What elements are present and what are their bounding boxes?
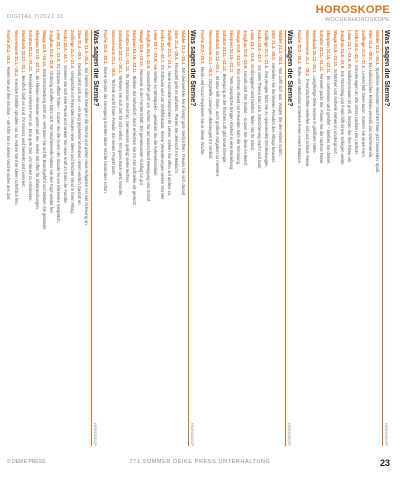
horoscope-text: Ruhe und Meditation schenken Ihnen innere Balance. — [297, 66, 303, 165]
horoscope-text: Struktur hilft Ihnen, auch größere Aufgaben zu meistern. — [214, 75, 220, 178]
horoscope-text: Harmonie in der Partnerschaft. Ein gemeinsamer Ausflug tut gut. — [138, 68, 144, 186]
horoscope-entry — [304, 30, 310, 446]
horoscope-entry — [181, 30, 187, 446]
footer-title: 771 SOMMER DEIKE PRESS UNTERHALTUNG — [129, 459, 271, 465]
horoscope-entry — [174, 30, 180, 446]
horoscope-text: Mut zahlt sich aus. Wagen Sie den ersten Schritt. — [278, 67, 284, 157]
horoscope-entry — [368, 30, 374, 446]
horoscope-text: Kreative Einfälle sprudeln nur so. Halten Sie Ihre Ideen schriftlich fest. — [13, 78, 19, 206]
horoscope-text: Ordnung schaffen lohnt sich: Am Wochenende haben Sie den Kopf wieder frei. — [49, 71, 55, 214]
horoscope-text: Eine Entscheidung steht an. Vertrauen Sie auf Ihr Bauchgefühl und bleiben Sie gelassen. — [41, 68, 47, 231]
section-subtitle: WOCHENHOROSKOPE — [324, 17, 390, 23]
horoscope-entry — [167, 30, 173, 446]
horoscope-entry — [124, 30, 130, 446]
column-heading: Was sagen die Sterne? — [92, 30, 99, 107]
zodiac-sign: Widder 21.3.–20.4. — [278, 30, 284, 66]
zodiac-sign: Zwillinge 21.5.–21.6. — [70, 30, 76, 70]
zodiac-sign: Steinbock 22.12.–20.1. — [311, 30, 317, 74]
horoscope-entry — [297, 30, 302, 446]
column-heading: Was sagen die Sterne? — [383, 30, 390, 107]
horoscope-entry — [332, 30, 338, 446]
zodiac-sign: Wassermann 21.1.–19.2. — [304, 30, 310, 77]
zodiac-sign: Krebs 22.6.–22.7. — [354, 30, 360, 64]
horoscope-text: Bleiben Sie beharrlich, dann erreichen Sie Ihr Ziel schneller als gedacht. — [131, 75, 137, 207]
zodiac-sign: Wassermann 21.1.–19.2. — [207, 30, 213, 77]
horoscope-text: Großzügigkeit wird belohnt. Teilen Sie Ihr Glück. — [250, 64, 256, 152]
horoscope-text: Ein kleines Abenteuer wartet auf Sie. Seien Sie offen für Überraschungen. — [34, 75, 40, 210]
horoscope-entry — [70, 30, 76, 446]
column-tag: HOROSKOP — [384, 422, 389, 446]
column-tag: HOROSKOP — [190, 422, 195, 446]
horoscope-entry — [257, 30, 263, 446]
horoscope-text: Ein schöner Abend mit Freunden hebt die Stimmung. — [235, 68, 241, 165]
zodiac-sign: Stier 21.4.–20.5. — [368, 30, 374, 61]
horoscope-text: Sie starten voller Energie in die Woche und gehen neue Aufgaben mit viel Schwung an. — [84, 67, 90, 226]
horoscope-entry — [27, 30, 33, 446]
horoscope-entry — [131, 30, 137, 446]
zodiac-sign: Skorpion 24.10.–22.11. — [131, 30, 137, 74]
zodiac-sign: Krebs 22.6.–22.7. — [160, 30, 166, 64]
zodiac-sign: Stier 21.4.–20.5. — [174, 30, 180, 61]
horoscope-entry — [311, 30, 317, 446]
zodiac-sign: Krebs 22.6.–22.7. — [257, 30, 263, 64]
copyright: © DEIKE PRESS — [7, 459, 46, 465]
horoscope-text: Schönheit und Ästhetik stehen im Vordergrund. — [332, 68, 338, 155]
horoscope-entry — [250, 30, 256, 446]
horoscope-column — [6, 26, 99, 450]
horoscope-text: Ihre Neugier führt Sie zu spannenden Entdeckungen. — [264, 71, 270, 168]
horoscope-entry — [6, 30, 11, 446]
zodiac-sign: Steinbock 22.12.–20.1. — [214, 30, 220, 74]
horoscope-text: Technik macht Ihnen Freude. Ein neues Projekt lockt. — [110, 78, 116, 176]
zodiac-sign: Jungfrau 24.8.–23.9. — [49, 30, 55, 70]
horoscope-column — [297, 26, 390, 450]
zodiac-sign: Skorpion 24.10.–22.11. — [325, 30, 331, 74]
zodiac-sign: Schütze 23.11.–21.12. — [318, 30, 324, 72]
zodiac-sign: Widder 21.3.–20.4. — [84, 30, 90, 66]
horoscope-text: Fernweh packt Sie. Planen Sie die nächste Reise. — [318, 73, 324, 165]
horoscope-text: Nehmen Sie sich Zeit für sich selbst. Ein gutes Buch wirkt Wunder. — [117, 75, 123, 197]
zodiac-sign: Löwe 23.7.–23.8. — [347, 30, 353, 63]
zodiac-sign: Widder 21.3.–20.4. — [375, 30, 381, 66]
horoscope-entry — [221, 30, 227, 446]
zodiac-sign: Waage 24.9.–23.10. — [138, 30, 144, 67]
issue-label: DIGITAL 7/2021 31 — [7, 14, 64, 20]
horoscope-entry — [41, 30, 47, 446]
zodiac-sign: Skorpion 24.10.–22.11. — [228, 30, 234, 74]
zodiac-sign: Schütze 23.11.–21.12. — [124, 30, 130, 72]
horoscope-entry — [361, 30, 367, 446]
horoscope-entry — [160, 30, 166, 446]
horoscope-entry — [278, 30, 284, 446]
horoscope-columns — [6, 26, 390, 450]
horoscope-text: Musik und Kunst inspirieren Sie in dieser Woche. — [200, 66, 206, 156]
column-header — [286, 30, 293, 446]
horoscope-text: Ihr Charme öffnet Türen – nutzen Sie die Gunst der Stunde für ein klärendes Gespräch. — [56, 64, 62, 223]
horoscope-entry — [325, 30, 331, 446]
zodiac-sign: Wassermann 21.1.–19.2. — [110, 30, 116, 77]
horoscope-entry — [243, 30, 249, 446]
zodiac-sign: Wassermann 21.1.–19.2. — [13, 30, 19, 77]
page-header — [316, 4, 390, 23]
zodiac-sign: Löwe 23.7.–23.8. — [153, 30, 159, 63]
horoscope-entry — [271, 30, 277, 446]
horoscope-entry — [103, 30, 108, 446]
zodiac-sign: Krebs 22.6.–22.7. — [63, 30, 69, 64]
zodiac-sign: Jungfrau 24.8.–23.9. — [243, 30, 249, 70]
horoscope-entry — [34, 30, 40, 446]
horoscope-text: Details sind Ihre Stärke – nutzen Sie diese im Beruf. — [243, 71, 249, 166]
zodiac-sign: Löwe 23.7.–23.8. — [250, 30, 256, 63]
zodiac-sign: Fische 20.2.–20.3. — [6, 30, 12, 65]
zodiac-sign: Schütze 23.11.–21.12. — [27, 30, 33, 72]
horoscope-entry — [153, 30, 159, 446]
horoscope-text: Bewegung an der frischen Luft gibt neue Energie. — [221, 73, 227, 164]
horoscope-entry — [49, 30, 55, 446]
horoscope-entry — [214, 30, 220, 446]
horoscope-text: Langfristige Ziele rücken in greifbare Nähe. — [311, 75, 317, 154]
column-heading: Was sagen die Sterne? — [189, 30, 196, 107]
horoscope-text: Sie stehen im Mittelpunkt – genießen Sie die Aufmerksamkeit. — [153, 64, 159, 177]
column-tag: HOROSKOP — [287, 422, 292, 446]
horoscope-entry — [354, 30, 360, 446]
horoscope-text: Ein Ratschlag von Ihnen hilft einem Kollegen weiter. — [340, 71, 346, 166]
horoscope-text: Beruflich läuft es rund. Ihr Einsatz wird bemerkt und honoriert. — [20, 75, 26, 188]
horoscope-text: Ihr Zuhause wird zur Wohlfühloase. Kleine Veränderungen wirken Wunder. — [160, 65, 166, 201]
horoscope-entry — [20, 30, 26, 446]
horoscope-entry — [200, 30, 205, 446]
horoscope-text: Ihr Selbstvertrauen ist groß. Setzen Sie Ihre Pläne um. — [347, 64, 353, 164]
zodiac-sign: Stier 21.4.–20.5. — [271, 30, 277, 61]
horoscope-entry — [138, 30, 144, 446]
horoscope-column — [200, 26, 293, 450]
zodiac-sign: Steinbock 22.12.–20.1. — [117, 30, 123, 74]
horoscope-text: Kleine Gesten der Zuneigung machen diese Woche besonders schön. — [103, 66, 109, 194]
horoscope-entry — [110, 30, 116, 446]
horoscope-entry — [56, 30, 62, 446]
zodiac-sign: Waage 24.9.–23.10. — [41, 30, 47, 67]
column-heading: Was sagen die Sterne? — [286, 30, 293, 107]
zodiac-sign: Fische 20.2.–20.3. — [103, 30, 109, 65]
horoscope-entry — [77, 30, 83, 446]
section-title: HOROSKOPE — [315, 4, 390, 16]
horoscope-entry — [13, 30, 19, 446]
horoscope-text: Genießen Sie die kleinen Freuden des Alltags bewusst. — [271, 62, 277, 164]
horoscope-text: Lernen fällt Ihnen leicht. Starten Sie einen Kurs. — [361, 71, 367, 158]
zodiac-sign: Waage 24.9.–23.10. — [235, 30, 241, 67]
zodiac-sign: Waage 24.9.–23.10. — [332, 30, 338, 67]
zodiac-sign: Löwe 23.7.–23.8. — [56, 30, 62, 63]
horoscope-entry — [146, 30, 152, 446]
column-header — [383, 30, 390, 446]
horoscope-entry — [207, 30, 213, 446]
column-tag: HOROSKOP — [93, 422, 98, 446]
horoscope-text: Ihr Optimismus steckt an. Gemeinsam gelingt vieles leichter. — [124, 73, 130, 184]
horoscope-text: Sportliche Aktivitäten machen Ihnen jetzt besonders Spaß. — [375, 67, 381, 174]
page-number: 23 — [379, 458, 390, 468]
horoscope-text: Tiefe Gespräche bringen Klarheit in eine Beziehung. — [228, 75, 234, 171]
horoscope-text: Hören Sie auf Ihre Intuition – sie führt Sie in dieser Woche sicher ans Ziel. — [6, 66, 12, 201]
zodiac-sign: Fische 20.2.–20.3. — [200, 30, 206, 65]
horoscope-text: Ein kulinarisches Erlebnis versüßt das Wochenende. — [368, 62, 374, 159]
zodiac-sign: Schütze 23.11.–21.12. — [221, 30, 227, 72]
horoscope-entry — [228, 30, 234, 446]
column-header — [92, 30, 99, 446]
horoscope-entry — [375, 30, 381, 446]
horoscope-entry — [117, 30, 123, 446]
zodiac-sign: Zwillinge 21.5.–21.6. — [167, 30, 173, 70]
zodiac-sign: Skorpion 24.10.–22.11. — [34, 30, 40, 74]
zodiac-sign: Zwillinge 21.5.–21.6. — [264, 30, 270, 70]
zodiac-sign: Jungfrau 24.8.–23.9. — [340, 30, 346, 70]
zodiac-sign: Widder 21.3.–20.4. — [181, 30, 187, 66]
horoscope-entry — [318, 30, 324, 446]
horoscope-text: Originelle Lösungen überzeugen Ihr Umfeld. — [207, 78, 213, 160]
zodiac-sign: Steinbock 22.12.–20.1. — [20, 30, 26, 74]
horoscope-entry — [63, 30, 69, 446]
horoscope-text: Finanziell geht es aufwärts. Planen Sie dennoch mit Bedacht. — [174, 62, 180, 175]
zodiac-sign: Jungfrau 24.8.–23.9. — [146, 30, 152, 70]
horoscope-entry — [235, 30, 241, 446]
horoscope-text: Ein unerwarteter Anruf bringt gute Nachrichten. Freuen Sie sich darauf. — [181, 67, 187, 197]
horoscope-entry — [264, 30, 270, 446]
horoscope-text: Gespräche mit Freunden bringen neue Ideen und frischen Wind in Ihren Alltag. — [70, 71, 76, 214]
horoscope-text: Geduld zahlt sich aus – ein lang geplantes Vorhaben nimmt endlich Gestalt an. — [77, 62, 83, 206]
horoscope-text: Reisepläne nehmen Form an. Eine gute Zeit, um Neues zu entdecken. — [27, 73, 33, 202]
horoscope-text: Erinnerungen an alte Zeiten zaubern ein Lächeln. — [354, 65, 360, 155]
horoscope-entry — [347, 30, 353, 446]
column-header — [189, 30, 196, 446]
horoscope-text: Neue Kontakte bereichern Ihr Leben. Gehen Sie offen auf andere zu. — [167, 71, 173, 197]
zodiac-sign: Fische 20.2.–20.3. — [297, 30, 303, 65]
horoscope-column — [103, 26, 196, 450]
horoscope-entry — [84, 30, 90, 446]
horoscope-text: Gönnen Sie sich eine Pause und tanken Sie neue Kraft im Kreis der Familie. — [63, 65, 69, 204]
horoscope-text: Ein Geheimnis wird gelüftet – bleiben Sie diskret. — [325, 75, 331, 165]
horoscope-text: Freundschaften vertiefen sich auf schöne Weise. — [304, 78, 310, 168]
zodiac-sign: Stier 21.4.–20.5. — [77, 30, 83, 61]
horoscope-text: Gesundheit geht vor. Achten Sie auf ausreichend Bewegung und Schlaf. — [146, 71, 152, 203]
zodiac-sign: Zwillinge 21.5.–21.6. — [361, 30, 367, 70]
horoscope-entry — [340, 30, 346, 446]
horoscope-text: Ein altes Thema klärt sich. Erleichterung macht sich breit. — [257, 65, 263, 170]
